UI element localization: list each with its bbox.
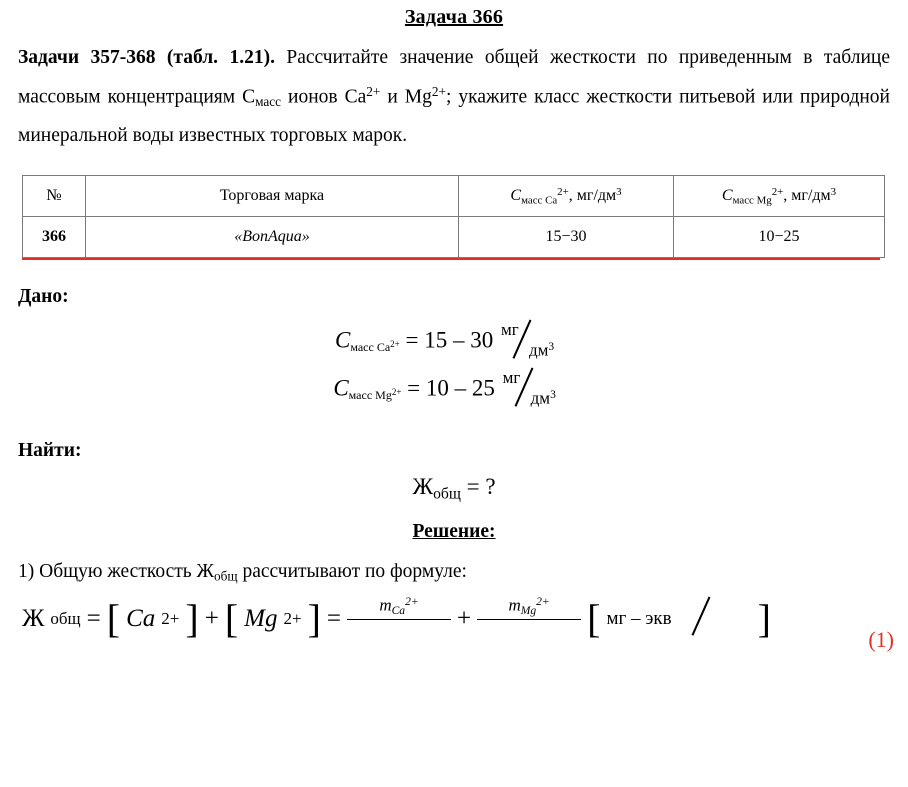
- given-ca-symbol: C: [335, 327, 351, 353]
- step1-symbol: Ж: [196, 561, 215, 583]
- th-mg-concentration: [674, 176, 885, 217]
- th-mg-unit: , мг/дм: [783, 187, 831, 205]
- intro-text-3: и Mg: [380, 86, 432, 108]
- th-ca-unit: , мг/дм: [568, 187, 617, 205]
- given-ca-denom-sup: 3: [548, 340, 555, 354]
- formula-fraction-ca-numerator: [347, 595, 451, 620]
- unit-bracket-open-icon: [: [587, 595, 601, 641]
- given-ca-denom-text: дм: [528, 340, 549, 360]
- formula-row: [22, 595, 908, 642]
- bracket-close-icon: ]: [185, 595, 199, 641]
- formula-ca-sup: 2+: [161, 608, 180, 628]
- find-tail: = ?: [466, 474, 496, 500]
- formula-frac2-m: m: [508, 595, 521, 615]
- equation-number: (1): [868, 627, 894, 653]
- cell-ca-value: 15−30: [459, 217, 674, 258]
- formula-frac2-sub: Mg: [520, 603, 537, 617]
- given-ca-subscript: [350, 340, 399, 354]
- th-ca-unit-sup: 3: [616, 185, 622, 198]
- given-mg-symbol: C: [333, 375, 349, 401]
- step1-symbol-sub: общ: [214, 569, 238, 585]
- given-equation-ca: [335, 322, 573, 362]
- formula-unit-fraction: [678, 599, 752, 639]
- given-ca-sub-text: масс Ca: [350, 339, 391, 354]
- given-equations: [0, 318, 908, 414]
- intro-sup-ca: 2+: [366, 84, 381, 99]
- table-row: [23, 217, 885, 258]
- step1-post-text: рассчитывают по формуле:: [237, 561, 467, 583]
- formula-lhs-sub: общ: [50, 608, 81, 628]
- formula-mg: Mg: [244, 604, 278, 632]
- find-expression: [0, 474, 908, 503]
- given-mg-unit-numerator: мг: [502, 368, 521, 388]
- data-table-wrapper: [22, 175, 886, 260]
- find-label: Найти:: [18, 440, 82, 462]
- formula-frac2-sup: 2+: [536, 595, 550, 609]
- intro-paragraph: [18, 41, 890, 153]
- given-mg-subscript: [349, 388, 402, 402]
- formula-fraction-ca: [347, 595, 451, 642]
- formula-ca: Ca: [126, 604, 156, 632]
- cell-mg-value: 10−25: [674, 217, 885, 258]
- given-ca-unit-denominator: [529, 340, 554, 361]
- formula-fraction-mg: [477, 595, 581, 642]
- table-header-row: [23, 176, 885, 217]
- given-equation-mg: [333, 370, 574, 410]
- bracket-close-icon-2: ]: [307, 595, 321, 641]
- given-mg-sub-sup: 2+: [391, 386, 402, 397]
- step1-pre-text: 1) Общую жесткость: [18, 561, 197, 583]
- formula-mg-sup: 2+: [283, 608, 302, 628]
- th-mg-symbol: C: [721, 187, 733, 205]
- formula-plus-1: +: [204, 604, 219, 632]
- intro-text-4: ; укажите класс жесткости питьевой или природной минеральной воды известных торговых марок.: [18, 86, 890, 147]
- formula-lhs-symbol: Ж: [22, 604, 45, 632]
- given-mg-denom-sup: 3: [550, 388, 556, 402]
- formula-frac1-sup: 2+: [405, 595, 419, 609]
- formula-equals-1: =: [86, 604, 101, 632]
- formula-equals-2: =: [326, 604, 341, 632]
- th-ca-symbol: C: [510, 187, 522, 205]
- intro-text-1: Рассчитайте значение общей жесткости по приведенным в таблице массовым концентрациям С: [18, 47, 890, 108]
- given-mg-unit-fraction: [501, 370, 575, 410]
- given-mg-unit-denominator: [531, 388, 556, 409]
- formula-plus-2: +: [457, 604, 472, 632]
- given-label: Дано:: [18, 286, 69, 308]
- document-page: [0, 6, 908, 787]
- solution-heading: Решение:: [412, 521, 496, 543]
- page-title: Задача 366: [404, 6, 504, 28]
- th-mg-sub: масс Mg: [732, 194, 772, 207]
- given-mg-sub-text: масс Mg: [348, 387, 392, 402]
- given-ca-sub-sup: 2+: [390, 338, 400, 349]
- bracket-open-icon-2: [: [224, 595, 239, 641]
- th-number: №: [23, 176, 86, 217]
- formula-frac1-sub: Ca: [391, 603, 406, 617]
- given-ca-unit-fraction: [499, 322, 573, 362]
- unit-bracket-close-icon: ]: [757, 595, 771, 641]
- cell-number: 366: [23, 217, 86, 258]
- intro-sup-mg: 2+: [431, 84, 447, 99]
- given-ca-equals: = 15 – 30: [405, 327, 494, 353]
- cell-brand: «BonAqua»: [86, 217, 459, 258]
- solution-step-1: [18, 561, 908, 585]
- concentrations-table: [22, 175, 885, 258]
- th-brand: Торговая марка: [86, 176, 459, 217]
- hardness-formula: [0, 595, 908, 665]
- given-mg-denom-text: дм: [530, 388, 551, 408]
- th-ca-sub: масс Ca: [521, 194, 558, 207]
- formula-frac1-m: m: [379, 595, 392, 615]
- find-symbol: Ж: [412, 474, 434, 500]
- red-underline-rule: [22, 258, 880, 260]
- intro-bold-prefix: Задачи 357-368 (табл. 1.21).: [18, 47, 275, 68]
- given-ca-unit-numerator: мг: [500, 320, 519, 340]
- th-ca-concentration: [459, 176, 674, 217]
- table-header: [23, 176, 885, 217]
- find-symbol-sub: общ: [433, 485, 461, 503]
- bracket-open-icon: [: [106, 595, 121, 641]
- given-mg-equals: = 10 – 25: [407, 375, 495, 401]
- formula-unit-text: мг – экв: [606, 607, 672, 629]
- intro-text-2: ионов Ca: [281, 86, 367, 108]
- th-mg-sup: 2+: [771, 185, 784, 198]
- th-mg-unit-sup: 3: [830, 185, 837, 198]
- table-body: [23, 217, 885, 258]
- fraction-slash-icon: [691, 596, 709, 635]
- th-ca-sup: 2+: [557, 185, 569, 198]
- formula-fraction-mg-numerator: [477, 595, 581, 620]
- intro-sub-mass: масс: [255, 94, 282, 110]
